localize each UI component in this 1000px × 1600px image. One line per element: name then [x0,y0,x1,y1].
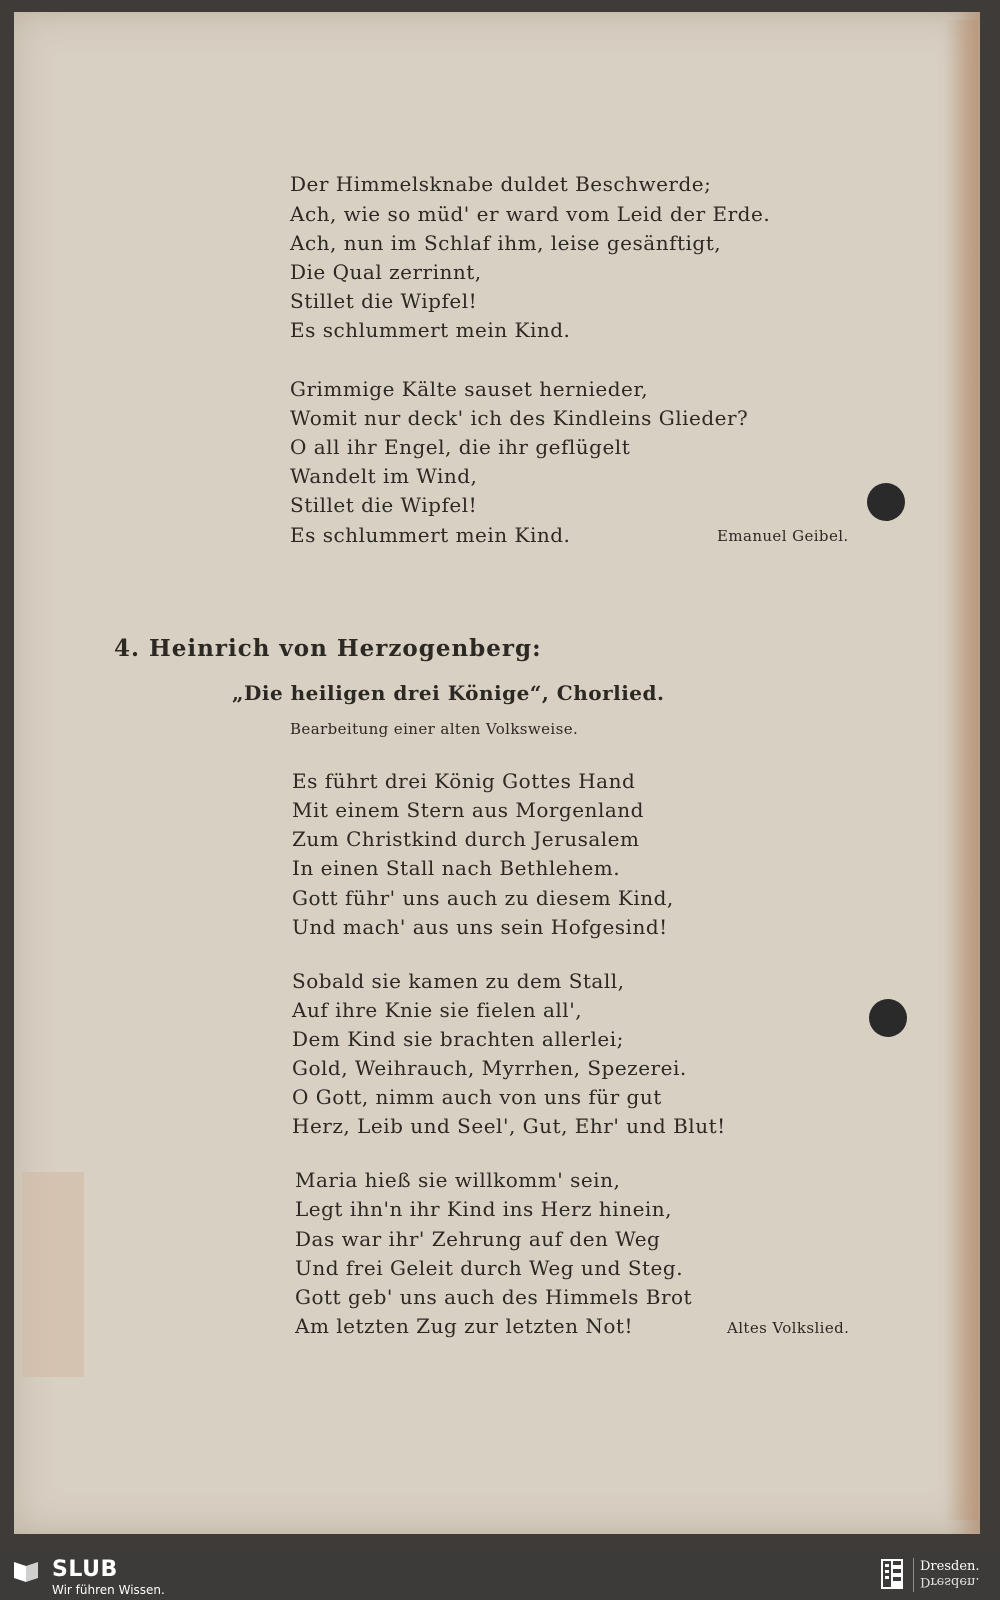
poem-line: Ach, wie so müd' er ward vom Leid der Erde. [290,202,771,226]
poem-line: Es führt drei König Gottes Hand [292,769,636,793]
poem-line: Am letzten Zug zur letzten Not! [295,1314,633,1338]
section-heading: 4. Heinrich von Herzogenberg: [114,635,542,662]
poem-line: Legt ihn'n ihr Kind ins Herz hinein, [295,1197,673,1221]
piece-title: „Die heiligen drei Könige“, Chorlied. [232,681,665,705]
paper-stain [22,1172,84,1377]
paper-edge-stain [944,20,978,1520]
slub-tagline: Wir führen Wissen. [52,1583,165,1597]
poem-line: Das war ihr' Zehrung auf den Weg [295,1227,661,1251]
dresden-brand[interactable]: Dresden. [920,1559,980,1574]
punch-hole [869,999,907,1037]
poem-line: Grimmige Kälte sauset hernieder, [290,377,649,401]
poem-line: Gott geb' uns auch des Himmels Brot [295,1285,693,1309]
poem-line: Stillet die Wipfel! [290,493,478,517]
punch-hole [867,483,905,521]
poem-line: Es schlummert mein Kind. [290,523,571,547]
poem-line: Gott führ' uns auch zu diesem Kind, [292,886,674,910]
poem-line: Zum Christkind durch Jerusalem [292,827,640,851]
poem-line: Und mach' aus uns sein Hofgesind! [292,915,668,939]
dresden-brand-reflection: Dresden. [920,1574,980,1589]
poem-line: Ach, nun im Schlaf ihm, leise gesänftigt, [290,231,722,255]
piece-subtitle: Bearbeitung einer alten Volksweise. [290,720,579,738]
poem-author: Emanuel Geibel. [717,527,849,545]
poem-line: Sobald sie kamen zu dem Stall, [292,969,625,993]
poem-line: Dem Kind sie brachten allerlei; [292,1027,624,1051]
footer-divider [913,1558,914,1592]
poem-line: Mit einem Stern aus Morgenland [292,798,644,822]
poem-source: Altes Volkslied. [727,1319,850,1337]
poem-line: In einen Stall nach Bethlehem. [292,856,621,880]
poem-line: Stillet die Wipfel! [290,289,478,313]
slub-brand[interactable]: SLUB [52,1557,118,1582]
poem-line: Womit nur deck' ich des Kindleins Glieder? [290,406,749,430]
poem-line: Und frei Geleit durch Weg und Steg. [295,1256,684,1280]
poem-line: Die Qual zerrinnt, [290,260,482,284]
poem-line: Es schlummert mein Kind. [290,318,571,342]
poem-line: Maria hieß sie willkomm' sein, [295,1168,621,1192]
poem-line: Auf ihre Knie sie fielen all', [292,998,583,1022]
poem-line: Gold, Weihrauch, Myrrhen, Spezerei. [292,1056,687,1080]
poem-line: Herz, Leib und Seel', Gut, Ehr' und Blut! [292,1114,726,1138]
poem-line: Wandelt im Wind, [290,464,478,488]
poem-line: O all ihr Engel, die ihr geflügelt [290,435,631,459]
poem-line: Der Himmelsknabe duldet Beschwerde; [290,172,712,196]
poem-line: O Gott, nimm auch von uns für gut [292,1085,662,1109]
dresden-crest-icon[interactable] [880,1558,904,1590]
viewer-footer [0,1550,1000,1600]
slub-logo-icon[interactable] [12,1558,40,1584]
